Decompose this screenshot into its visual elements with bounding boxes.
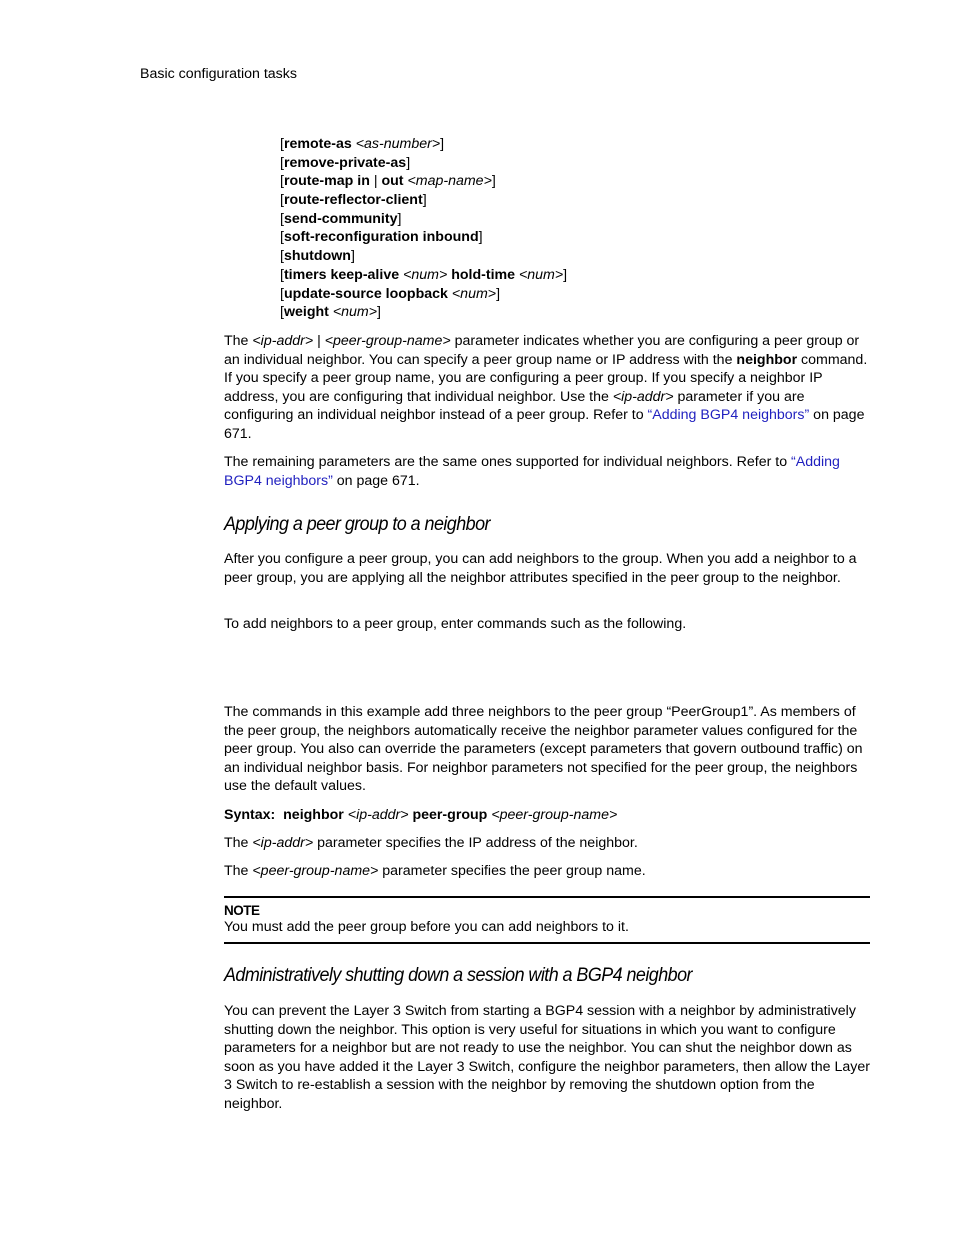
syntax-line-update-source: [update-source loopback <num>] [280, 285, 501, 302]
paragraph-remaining-parameters: The remaining parameters are the same ones supported for individual neighbors. Refer to “Adding BGP4 neighbors” on page 671. [224, 454, 840, 489]
paragraph-after-configure: After you configure a peer group, you can add neighbors to the group. When you add a neighbor to a peer group, you are applying all the neighbor attributes specified in the peer group to the neighbor. [224, 551, 857, 586]
link-adding-bgp4-neighbors-2[interactable]: “Adding BGP4 neighbors” [224, 454, 840, 489]
paragraph-commands-example: The commands in this example add three neighbors to the peer group “PeerGroup1”. As members of the peer group, the neighbors automatically receive the neighbor parameter values configured for the peer group. You also can override the parameters (except parameters that govern outbound traffic) on an individual neighbor basis. For neighbor parameters not specified for the peer group, the neighbors use the default values. [224, 704, 863, 795]
paragraph-ip-addr-param: The <ip-addr> parameter specifies the IP address of the neighbor. [224, 835, 638, 851]
note-box [224, 896, 870, 944]
paragraph-ip-addr-peer-group: The <ip-addr> | <peer-group-name> parameter indicates whether you are configuring a peer group or an individual neighbor. You can specify a peer group name or IP address with the neighbor command. If you specify a peer group name, you are configuring a peer group. If you specify a neighbor IP address, you are configuring that individual neighbor. Use the <ip-addr> parameter if you are configuring an individual neighbor instead of a peer group. Refer to “Adding BGP4 neighbors” on page 671. [224, 333, 868, 442]
section-heading-administratively-shutting-down: Administratively shutting down a session with a BGP4 neighbor [224, 964, 692, 986]
syntax-line-route-map: [route-map in | out <map-name>] [280, 173, 496, 190]
syntax-neighbor-peer-group: Syntax: neighbor <ip-addr> peer-group <peer-group-name> [224, 807, 618, 823]
paragraph-prevent-session: You can prevent the Layer 3 Switch from starting a BGP4 session with a neighbor by administratively shutting down the neighbor. This option is very useful for situations in which you want to configure parameters for a neighbor but are not ready to use the neighbor. You can shut the neighbor down as soon as you have added it the Layer 3 Switch, configure the neighbor parameters, then allow the Layer 3 Switch to re-establish a session with the neighbor by removing the shutdown option from the neighbor. [224, 1003, 870, 1112]
syntax-continuation [280, 135, 567, 322]
section-heading-applying-peer-group: Applying a peer group to a neighbor [224, 513, 490, 535]
link-adding-bgp4-neighbors[interactable]: “Adding BGP4 neighbors” [647, 407, 810, 424]
paragraph-to-add-neighbors: To add neighbors to a peer group, enter commands such as the following. [224, 616, 687, 632]
syntax-line-send-community: [send-community] [280, 210, 402, 227]
syntax-line-route-reflector-client: [route-reflector-client] [280, 192, 427, 209]
note-text: You must add the peer group before you can add neighbors to it. [224, 919, 629, 935]
running-header: Basic configuration tasks [140, 66, 297, 82]
syntax-line-remote-as: [remote-as <as-number>] [280, 136, 445, 152]
syntax-line-weight: [weight <num>] [280, 304, 381, 321]
note-label: NOTE [224, 903, 260, 918]
syntax-line-soft-reconfiguration: [soft-reconfiguration inbound] [280, 229, 483, 246]
syntax-line-remove-private-as: [remove-private-as] [280, 154, 411, 171]
syntax-line-shutdown: [shutdown] [280, 248, 355, 265]
syntax-line-timers: [timers keep-alive <num> hold-time <num>] [280, 266, 568, 283]
paragraph-peer-group-name-param: The <peer-group-name> parameter specifies the peer group name. [224, 863, 646, 879]
